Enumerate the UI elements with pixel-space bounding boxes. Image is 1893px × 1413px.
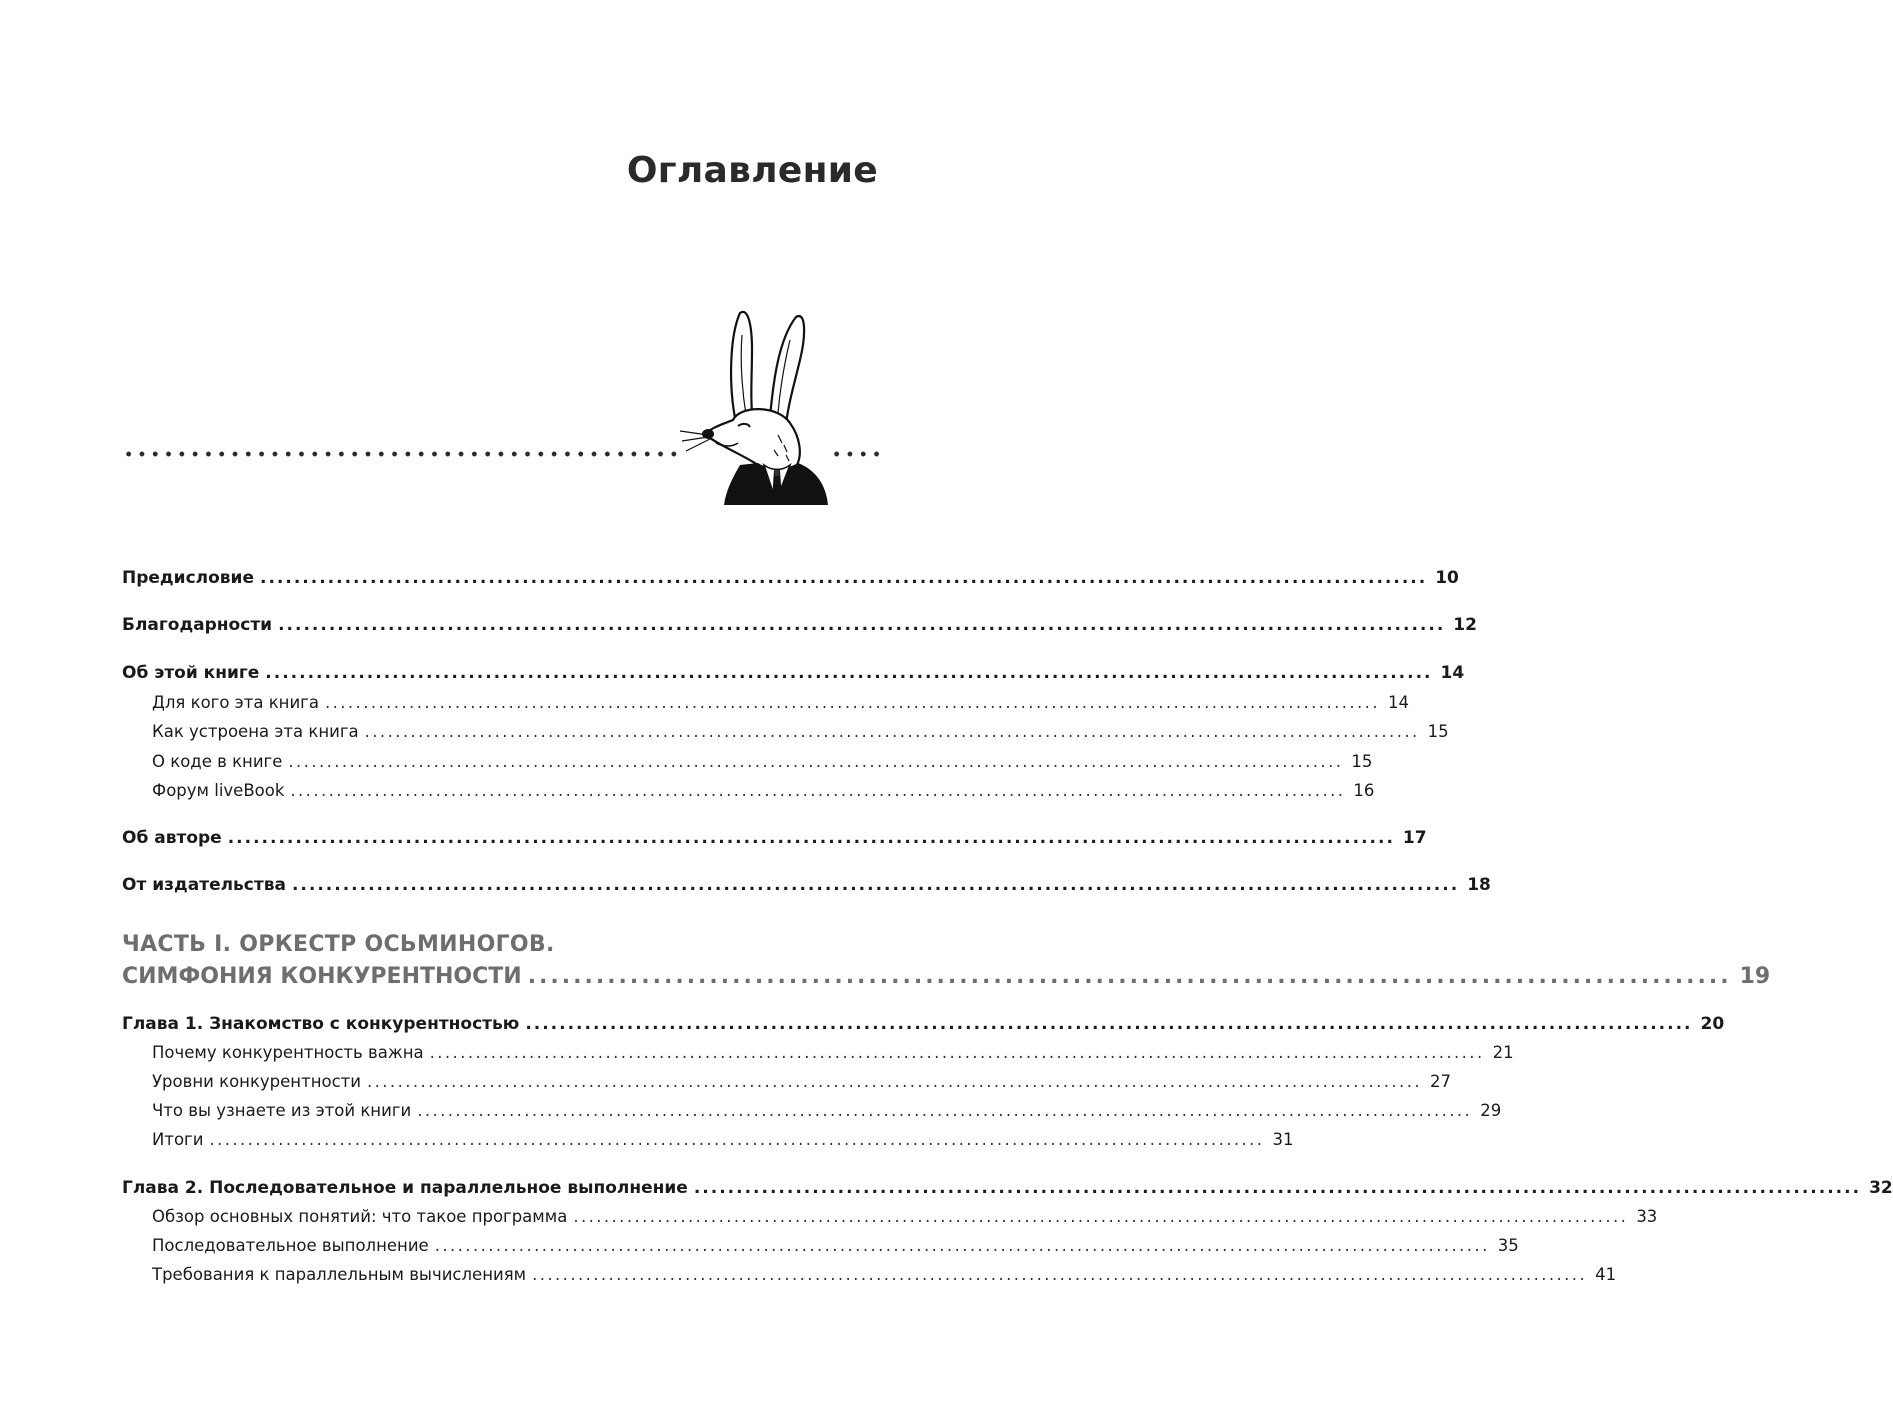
toc-entry-title: Форум liveBook <box>152 781 285 800</box>
dot-leader: .......................................................................................................................................... <box>367 1072 1422 1091</box>
toc-entry-publisher[interactable] <box>122 875 1491 895</box>
toc-part-entry[interactable] <box>122 964 1771 989</box>
toc-entry-page: 41 <box>1595 1265 1617 1284</box>
toc-entry-title: О коде в книге <box>152 752 283 771</box>
toc-entry-title: Предисловие <box>122 568 254 588</box>
toc-subentry[interactable] <box>122 722 1449 741</box>
dot-leader: .......................................................................................................................................... <box>532 1265 1588 1284</box>
dot-leader: .......................................................................................................................................... <box>288 752 1344 771</box>
dot-leader: .......................................................................................................................................... <box>290 781 1346 800</box>
toc-entry-acknowledgements[interactable] <box>122 615 1477 635</box>
toc-subentry[interactable] <box>122 1072 1451 1091</box>
toc-entry-title: Последовательное выполнение <box>152 1236 429 1255</box>
toc-entry-page: 32 <box>1869 1178 1893 1198</box>
toc-entry-page: 15 <box>1427 722 1449 741</box>
toc-entry-title: Итоги <box>152 1130 204 1149</box>
toc-entry-page: 17 <box>1402 828 1427 848</box>
toc-entry-page: 10 <box>1435 568 1459 588</box>
toc-subentry[interactable] <box>122 1130 1294 1149</box>
toc-subentry[interactable] <box>122 781 1375 800</box>
dot-leader: .......................................................................................................... <box>527 964 1732 989</box>
toc-chapter-title: Глава 1. Знакомство с конкурентностью <box>122 1014 520 1034</box>
toc-chapter-2[interactable] <box>122 1178 1893 1198</box>
toc-entry-page: 35 <box>1497 1236 1519 1255</box>
dot-leader: .......................................................................................................................................... <box>265 663 1433 683</box>
toc-entry-page: 19 <box>1739 964 1771 989</box>
toc-subentry[interactable] <box>122 1265 1617 1284</box>
toc-entry-page: 29 <box>1480 1101 1502 1120</box>
toc-subentry[interactable] <box>122 1101 1502 1120</box>
toc-entry-title: Как устроена эта книга <box>152 722 359 741</box>
toc-subentry[interactable] <box>122 1043 1514 1062</box>
dotted-rule-left <box>122 446 682 462</box>
dot-leader: .......................................................................................................................................... <box>259 568 1428 588</box>
dot-leader: .......................................................................................................................................... <box>278 615 1446 635</box>
dot-leader: .......................................................................................................................................... <box>227 828 1395 848</box>
toc-entry-title: Благодарности <box>122 615 273 635</box>
toc-entry-page: 20 <box>1700 1014 1725 1034</box>
toc-subentry[interactable] <box>122 1236 1519 1255</box>
dot-leader: .......................................................................................................................................... <box>364 722 1420 741</box>
dot-leader: .......................................................................................................................................... <box>573 1207 1629 1226</box>
toc-subentry[interactable] <box>122 752 1373 771</box>
toc-entry-page: 12 <box>1453 615 1477 635</box>
toc-entry-about-author[interactable] <box>122 828 1427 848</box>
toc-entry-preface[interactable] <box>122 568 1459 588</box>
dot-leader: .......................................................................................................................................... <box>209 1130 1265 1149</box>
toc-entry-page: 18 <box>1467 875 1491 895</box>
toc-entry-title: От издательства <box>122 875 286 895</box>
page-title: Оглавление <box>626 150 878 191</box>
rabbit-in-suit-illustration <box>678 305 843 510</box>
dot-leader: .......................................................................................................................................... <box>693 1178 1862 1198</box>
toc-chapter-title: Глава 2. Последовательное и параллельное выполнение <box>122 1178 688 1198</box>
toc-entry-title: Почему конкурентность важна <box>152 1043 424 1062</box>
toc-part-title-line1[interactable]: ЧАСТЬ I. ОРКЕСТР ОСЬМИНОГОВ. <box>122 932 555 957</box>
toc-entry-page: 14 <box>1387 693 1409 712</box>
toc-entry-about-book[interactable] <box>122 663 1465 683</box>
toc-chapter-1[interactable] <box>122 1014 1725 1034</box>
dot-leader: .......................................................................................................................................... <box>324 693 1380 712</box>
toc-entry-page: 21 <box>1492 1043 1514 1062</box>
toc-subentry[interactable] <box>122 693 1409 712</box>
toc-entry-page: 27 <box>1430 1072 1451 1091</box>
toc-entry-page: 15 <box>1351 752 1373 771</box>
dot-leader: .......................................................................................................................................... <box>291 875 1460 895</box>
toc-entry-title: Обзор основных понятий: что такое программа <box>152 1207 568 1226</box>
toc-entry-title: Об этой книге <box>122 663 260 683</box>
toc-entry-title: Об авторе <box>122 828 222 848</box>
dot-leader: .......................................................................................................................................... <box>434 1236 1490 1255</box>
toc-entry-page: 31 <box>1272 1130 1294 1149</box>
toc-entry-title: Что вы узнаете из этой книги <box>152 1101 412 1120</box>
toc-entry-page: 14 <box>1440 663 1465 683</box>
toc-entry-page: 16 <box>1353 781 1375 800</box>
toc-subentry[interactable] <box>122 1207 1658 1226</box>
dot-leader: .......................................................................................................................................... <box>429 1043 1485 1062</box>
toc-entry-title: Для кого эта книга <box>152 693 319 712</box>
toc-entry-page: 33 <box>1636 1207 1658 1226</box>
toc-part-title-line2: СИМФОНИЯ КОНКУРЕНТНОСТИ <box>122 964 522 989</box>
dot-leader: .......................................................................................................................................... <box>525 1014 1693 1034</box>
toc-entry-title: Требования к параллельным вычислениям <box>152 1265 527 1284</box>
dot-leader: .......................................................................................................................................... <box>417 1101 1473 1120</box>
toc-entry-title: Уровни конкурентности <box>152 1072 361 1091</box>
